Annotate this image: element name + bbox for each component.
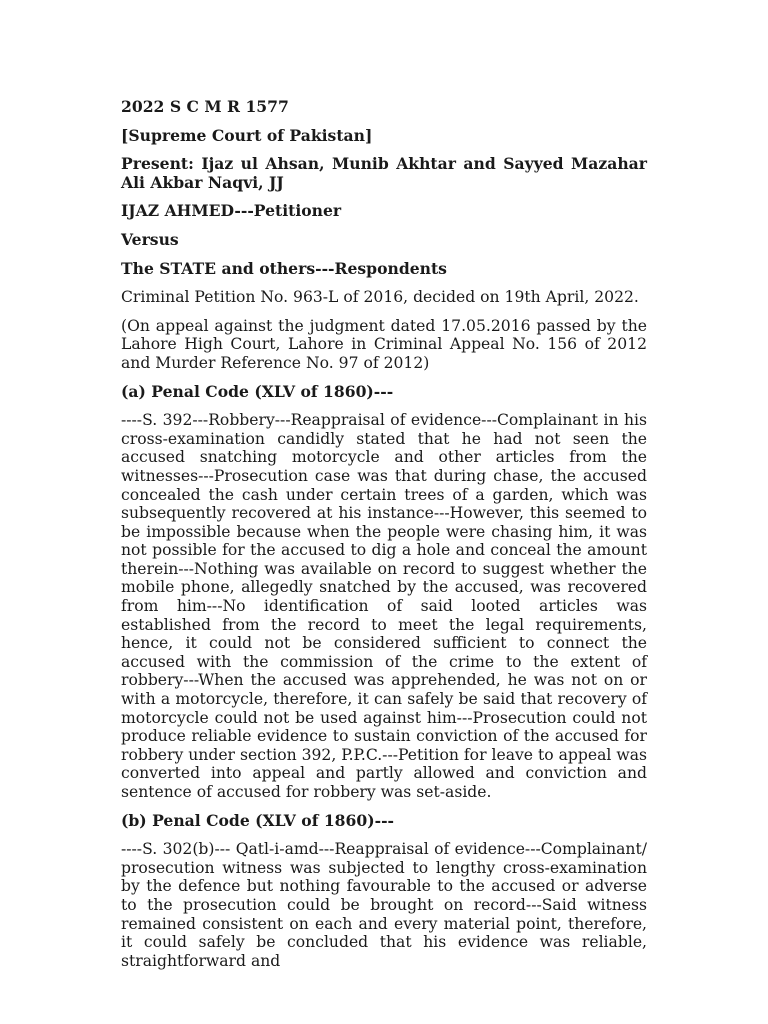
respondents: The STATE and others---Respondents (121, 258, 447, 278)
headnote-heading: (a) Penal Code (XLV of 1860)--- (121, 381, 394, 401)
headnote-heading: (b) Penal Code (XLV of 1860)--- (121, 810, 395, 830)
versus: Versus (121, 229, 179, 249)
appeal-note: (On appeal against the judgment dated 17.05.2016 passed by the Lahore High Court, Lahore in Criminal Appeal No. 156 of 2012 and Murder Reference No. 97 of 2012) (121, 316, 647, 372)
court-name: [Supreme Court of Pakistan] (121, 125, 373, 145)
headnote-text: ----S. 392---Robbery---Reappraisal of evidence---Complainant in his cross-examination candidly stated that he had not seen the accused snatching motorcycle and other articles from the witnesses---Prosecution case was that during chase, the accused concealed the cash under certain trees of a garden, which was subsequently recovered at his instance---However, this seemed to be impossible because when the people were chasing him, it was not possible for the accused to dig a hole and conceal the amount therein---Nothing was available on record to suggest whether the mobile phone, allegedly snatched by the accused, was recovered from him---No identification of said looted articles was established from the record to meet the legal requirements, hence, it could not be considered sufficient to connect the accused with the commission of the crime to the extent of robbery---When the accused was apprehended, he was not on or with a motorcycle, therefore, it can safely be said that recovery of motorcycle could not be used against him---Prosecution could not produce reliable evidence to sustain conviction of the accused for robbery under section 392, P.P.C.---Petition for leave to appeal was converted into appeal and partly allowed and conviction and sentence of accused for robbery was set-aside. (121, 411, 647, 801)
bench: Present: Ijaz ul Ahsan, Munib Akhtar and Sayyed Mazahar Ali Akbar Naqvi, JJ (121, 154, 647, 192)
document-page (121, 98, 647, 980)
headnote-text: ----S. 302(b)--- Qatl-i-amd---Reappraisal of evidence---Complainant/ prosecution witness was subjected to lengthy cross-examination by the defence but nothing favourable to the accused or adverse to the prosecution could be brought on record---Said witness remained consistent on each and every material point, therefore, it could safely be concluded that his evidence was reliable, straightforward and (121, 840, 647, 970)
case-number: Criminal Petition No. 963-L of 2016, decided on 19th April, 2022. (121, 288, 639, 307)
citation: 2022 S C M R 1577 (121, 97, 289, 116)
petitioner: IJAZ AHMED---Petitioner (121, 201, 342, 221)
